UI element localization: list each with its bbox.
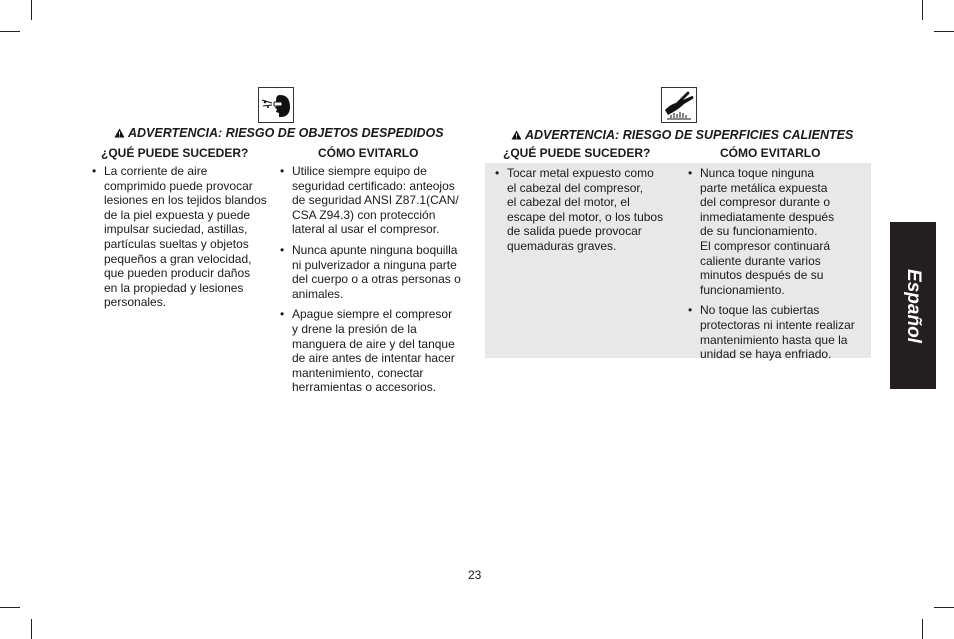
crop-mark xyxy=(31,0,32,20)
text-line: partículas sueltas y objetos xyxy=(104,236,249,251)
list-item xyxy=(90,164,267,310)
warning-text: ADVERTENCIA: RIESGO DE SUPERFICIES CALIENTES xyxy=(525,128,854,142)
text-line: caliente durante varios xyxy=(700,253,821,268)
list-item xyxy=(278,164,461,237)
text-line: lesiones en los tejidos blandos xyxy=(104,193,267,208)
crop-mark xyxy=(934,607,954,608)
text-line: de la piel expuesta y puede xyxy=(104,207,251,222)
text-line: El compresor continuará xyxy=(700,238,831,253)
text-line: manguera de aire y del tanque xyxy=(292,336,455,351)
text-line: lateral al usar el compresor. xyxy=(292,222,440,237)
eye-face-protection-icon xyxy=(258,87,294,123)
text-line: • Nunca apunte ninguna boquilla xyxy=(292,242,458,257)
warning-triangle-icon xyxy=(511,130,522,140)
text-line: de seguridad ANSI Z87.1(CAN/ xyxy=(292,193,459,208)
hot-surface-hand-icon xyxy=(661,87,697,123)
text-line: herramientas o accesorios. xyxy=(292,380,437,395)
text-line: de aire antes de intentar hacer xyxy=(292,351,455,366)
text-line: comprimido puede provocar xyxy=(104,178,253,193)
text-line: escape del motor, o los tubos xyxy=(507,209,664,224)
text-line: seguridad certificado: anteojos xyxy=(292,178,455,193)
crop-mark xyxy=(922,0,923,20)
text-line: del cuerpo o a otras personas o xyxy=(292,272,461,287)
text-line: • Tocar metal expuesto como xyxy=(507,166,654,180)
text-line: animales. xyxy=(292,286,344,301)
language-label: Español xyxy=(903,268,924,343)
column-header-what-can-happen: ¿QUÉ PUEDE SUCEDER? xyxy=(101,146,249,160)
crop-mark xyxy=(31,619,32,639)
hazard-list-right xyxy=(493,166,663,260)
list-item xyxy=(493,166,663,254)
page-number: 23 xyxy=(468,568,482,582)
text-line: el cabezal del compresor, xyxy=(507,180,644,195)
text-line: minutos después de su xyxy=(700,268,824,283)
warning-heading-flying-objects xyxy=(114,126,444,140)
text-line: impulsar suciedad, astillas, xyxy=(104,222,248,237)
text-line: CSA Z94.3) con protección xyxy=(292,207,436,222)
text-line: y drene la presión de la xyxy=(292,321,417,336)
text-line: mantenimiento, conectar xyxy=(292,365,424,380)
hazard-list-left xyxy=(90,164,267,316)
crop-mark xyxy=(934,31,954,32)
text-line: ni pulverizador a ninguna parte xyxy=(292,257,457,272)
column-header-how-to-prevent: CÓMO EVITARLO xyxy=(318,146,419,160)
text-line: el cabezal del motor, el xyxy=(507,195,630,210)
crop-mark xyxy=(922,619,923,639)
text-line: protectoras ni intente realizar xyxy=(700,317,855,332)
text-line: funcionamiento. xyxy=(700,282,785,297)
list-item xyxy=(686,303,855,361)
text-line: quemaduras graves. xyxy=(507,238,617,253)
text-line: de salida puede provocar xyxy=(507,224,642,239)
prevention-list-left xyxy=(278,164,461,401)
text-line: unidad se haya enfriado. xyxy=(700,347,832,362)
text-line: de su funcionamiento. xyxy=(700,224,818,239)
text-line: parte metálica expuesta xyxy=(700,180,828,195)
text-line: pequeños a gran velocidad, xyxy=(104,251,252,266)
warning-heading-hot-surfaces xyxy=(511,128,853,142)
prevention-list-right xyxy=(686,166,855,368)
list-item xyxy=(278,243,461,301)
text-line: • La corriente de aire xyxy=(104,164,208,178)
text-line: que pueden producir daños xyxy=(104,266,251,281)
crop-mark xyxy=(0,31,20,32)
list-item xyxy=(686,166,855,297)
text-line: • Apague siempre el compresor xyxy=(292,307,453,322)
text-line: inmediatamente después xyxy=(700,209,835,224)
language-side-tab xyxy=(890,222,936,389)
text-line: • Nunca toque ninguna xyxy=(700,166,815,180)
column-header-how-to-prevent: CÓMO EVITARLO xyxy=(720,146,821,160)
text-line: personales. xyxy=(104,295,167,310)
column-header-what-can-happen: ¿QUÉ PUEDE SUCEDER? xyxy=(503,146,651,160)
warning-triangle-icon xyxy=(114,128,125,138)
list-item xyxy=(278,307,461,395)
text-line: • No toque las cubiertas xyxy=(700,303,820,318)
text-line: mantenimiento hasta que la xyxy=(700,332,848,347)
warning-text: ADVERTENCIA: RIESGO DE OBJETOS DESPEDIDOS xyxy=(128,126,444,140)
text-line: del compresor durante o xyxy=(700,195,831,210)
text-line: en la propiedad y lesiones xyxy=(104,280,244,295)
crop-mark xyxy=(0,607,20,608)
text-line: • Utilice siempre equipo de xyxy=(292,164,427,178)
